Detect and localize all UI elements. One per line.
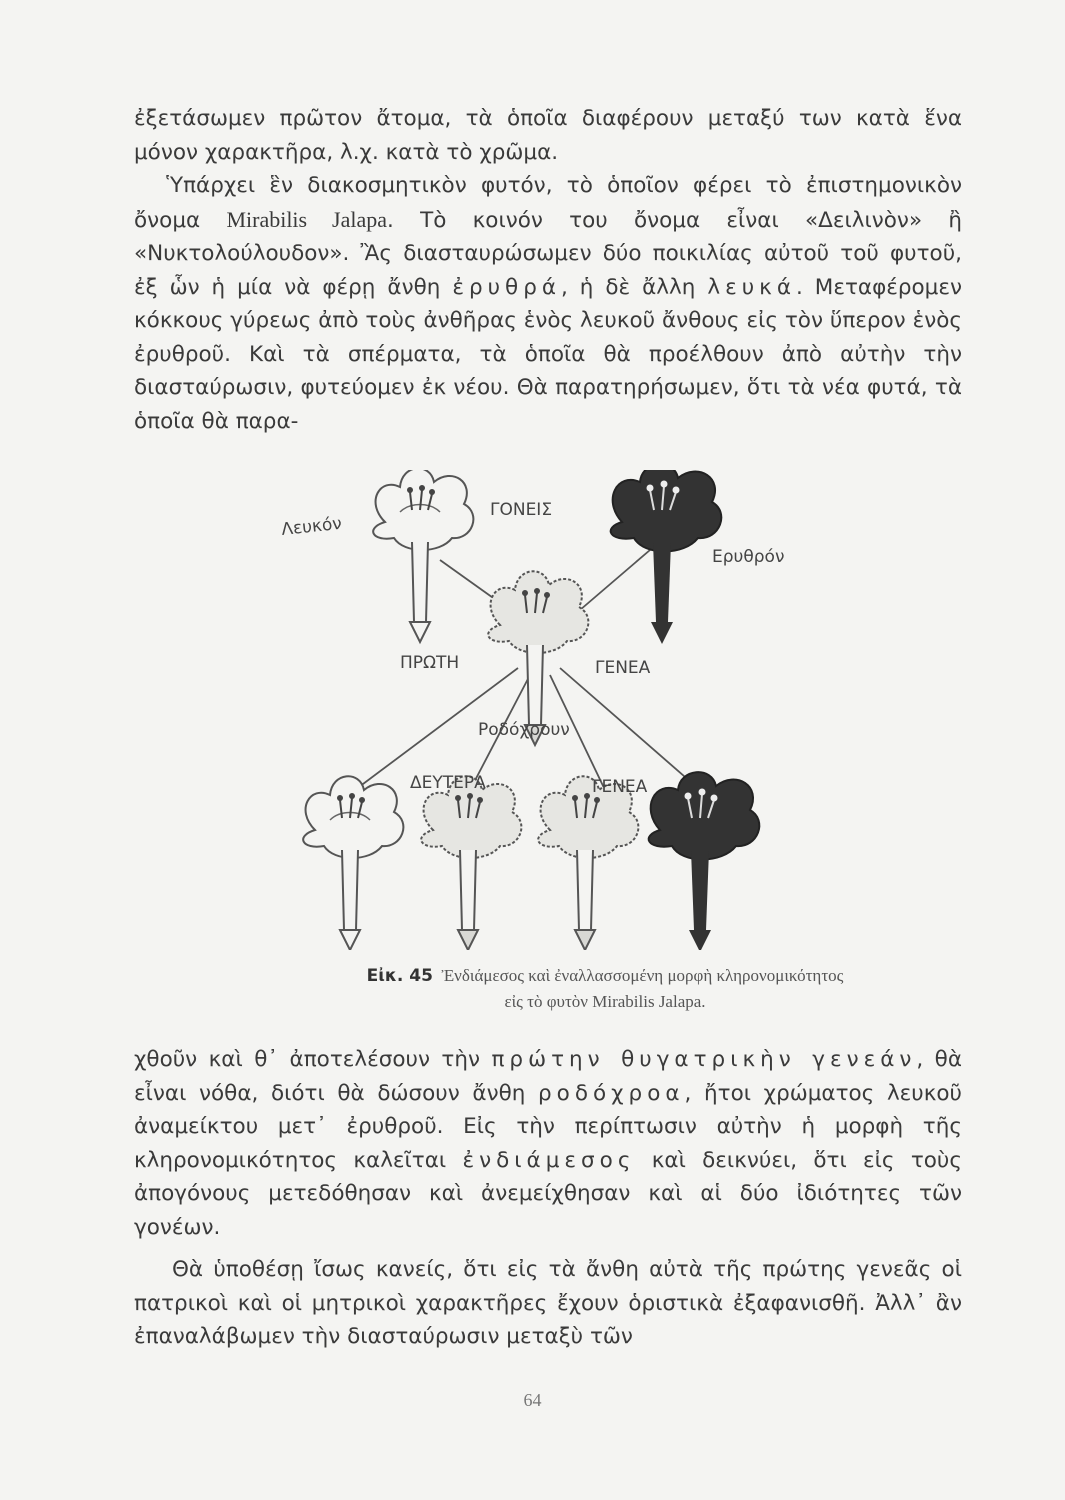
paragraph-last: Θὰ ὑποθέσῃ ἴσως κανείς, ὅτι εἰς τὰ ἄνθη αὐτὰ τῆς πρώτης γενεᾶς οἱ πατρικοὶ καὶ οἱ μητρικοὶ χαρακτῆρες ἔχουν ὁριστικὰ ἐξαφανισθῆ. Ἀλλ᾽ ἂν ἐπαναλάβωμεν τὴν διασταύρωσιν μεταξὺ τῶν — [134, 1257, 962, 1349]
emphasis-first-generation: πρώτην θυγατρικὴν γενεάν — [491, 1047, 917, 1072]
figure-svg — [250, 470, 970, 950]
f2-pink-flower-1 — [421, 776, 521, 950]
text-span: . Τὸ κοινόν του ὄνομα εἶναι «Δειλινὸν» ἢ «Νυκτολούλουδον». Ἂς διασταυρώσωμεν δύο ποικιλίας αὐτοῦ τοῦ φυτοῦ, ἐξ ὧν ἡ μία νὰ φέρῃ ἄνθη — [134, 207, 962, 300]
label-parents: ΓΟΝΕΙΣ — [490, 500, 553, 520]
f2-red-flower — [649, 772, 760, 950]
label-white: Λευκόν — [280, 513, 343, 540]
label-generation-2: ΓΕΝΕΑ — [592, 777, 648, 797]
caption-end: . — [701, 992, 706, 1011]
emphasis-white: λευκά — [707, 274, 796, 300]
caption-latin: Mirabilis Jalapa — [592, 992, 702, 1011]
inheritance-figure — [250, 470, 970, 950]
label-generation-1: ΓΕΝΕΑ — [595, 658, 651, 678]
paragraph-bottom — [134, 1043, 962, 1244]
caption-text: Ἐνδιάμεσος καὶ ἐναλλασσομένη μορφὴ κληρονομικότητος — [441, 966, 844, 985]
latin-name: Mirabilis Jalapa — [226, 206, 387, 232]
text-line: ἐξετάσωμεν πρῶτον ἄτομα, τὰ ὁποῖα διαφέρουν μεταξύ των κατὰ ἕνα μόνον χαρακτῆρα, λ.χ. κατὰ τὸ χρῶμα. — [134, 106, 962, 165]
figure-caption — [255, 963, 955, 1014]
f2-white-flower — [303, 776, 403, 950]
text-span: , ἡ δὲ ἄλλη — [561, 274, 696, 300]
emphasis-red: ἐρυθρά — [452, 274, 562, 300]
label-second: ΔΕΥΤΕΡΑ — [410, 773, 486, 793]
text-span — [134, 173, 166, 198]
page-number: 64 — [523, 1390, 542, 1410]
text-span: χθοῦν καὶ θ᾽ ἀποτελέσουν τὴν — [134, 1047, 481, 1072]
emphasis-pink: ροδόχροα — [538, 1080, 685, 1106]
caption-text-2: εἰς τὸ φυτὸν — [504, 992, 588, 1011]
label-red: Ερυθρόν — [712, 547, 785, 567]
text-span: Ὑπάρχει ἓν διακοσμητικὸν φυτόν, τὸ ὁποῖον φέρει τὸ ἐπιστημονικὸν ὄνομα — [134, 173, 962, 233]
label-first: ΠΡΩΤΗ — [400, 653, 460, 673]
parent-red-flower — [611, 470, 722, 644]
f1-pink-flower — [488, 571, 588, 745]
text-span: καὶ δεικνύει, ὅτι εἰς τοὺς ἀπογόνους μετεδόθησαν καὶ ἀνεμείχθησαν καὶ αἱ δύο ἰδιότητες τῶν γονέων. — [134, 1147, 962, 1240]
text-span: , θὰ εἶναι νόθα, διότι θὰ δώσουν ἄνθη — [134, 1047, 963, 1106]
emphasis-intermediate: ἐνδιάμεσος — [462, 1147, 636, 1173]
paragraph-top — [134, 102, 962, 438]
parent-white-flower — [373, 470, 473, 642]
text-span: , ἤτοι χρώματος λευκοῦ ἀναμείκτου μετ᾽ ἐρυθροῦ. Εἰς τὴν περίπτωσιν αὐτὴν ἡ μορφὴ τῆς κληρονομικότητος καλεῖται — [134, 1080, 962, 1173]
f2-pink-flower-2 — [538, 776, 638, 950]
text-span: . Μεταφέρομεν κόκκους γύρεως ἀπὸ τοὺς ἀνθῆρας ἑνὸς λευκοῦ ἄνθους εἰς τὸν ὕπερον ἑνὸς ἐρυθροῦ. Καὶ τὰ σπέρματα, τὰ ὁποῖα θὰ προέλθουν ἀπὸ αὐτὴν τὴν διασταύρωσιν, φυτεύομεν ἐκ νέου. Θὰ παρατηρήσωμεν, ὅτι τὰ νέα φυτά, τὰ ὁποῖα θὰ παρα- — [134, 274, 962, 434]
figure-number: Εἰκ. 45 — [366, 966, 433, 986]
label-pink: Ροδόχρουν — [478, 720, 570, 740]
